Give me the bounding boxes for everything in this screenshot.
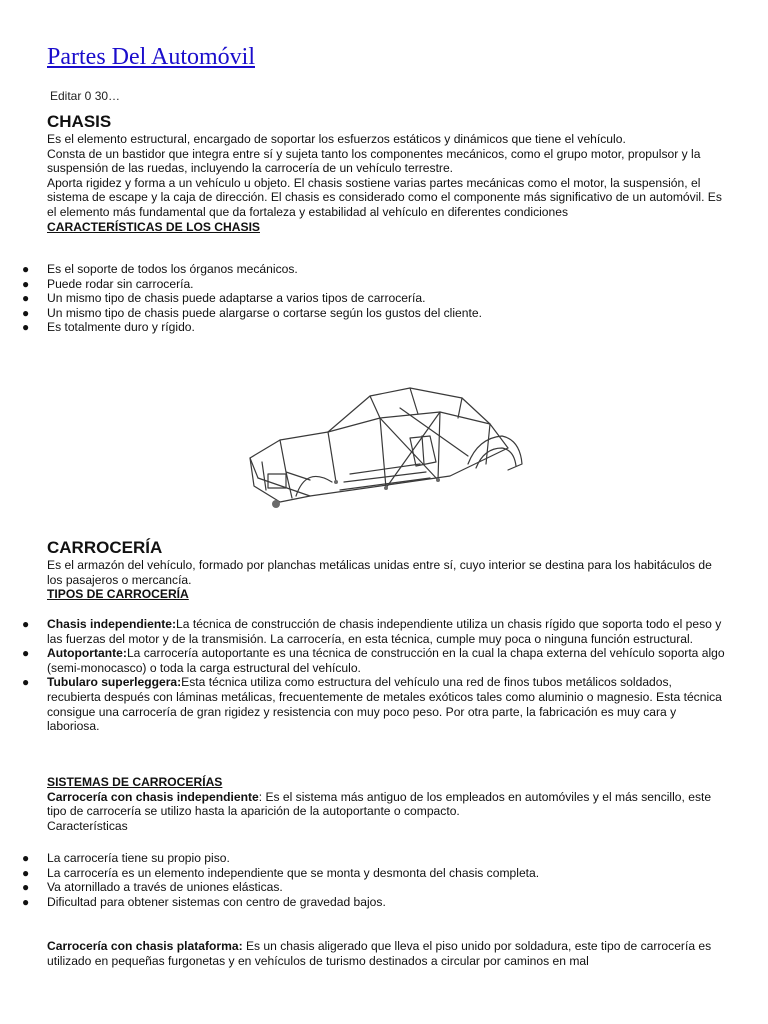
chasis-section [47, 112, 727, 234]
list-item: ● Un mismo tipo de chasis puede adaptarse a varios tipos de carrocería. [22, 291, 426, 306]
carroceria-types-list [22, 617, 727, 734]
bullet-icon: ● [22, 617, 30, 631]
chasis-features-heading: CARACTERÍSTICAS DE LOS CHASIS [47, 219, 260, 234]
carroceria-paragraph: Es el armazón del vehículo, formado por planchas metálicas unidas entre sí, cuyo interior se destina para los habitáculos de los pasajeros o mercancía. [47, 558, 712, 587]
bullet-icon: ● [22, 894, 30, 909]
list-item: ● Es totalmente duro y rígido. [22, 320, 195, 335]
chasis-paragraph-2: Consta de un bastidor que integra entre sí y sujeta tanto los componentes mecánicos, como el grupo motor, propulsor y la suspensión de las ruedas, incluyendo la carrocería de un vehículo terrestre. [47, 146, 701, 176]
chasis-paragraph-3: Aporta rigidez y forma a un vehículo u objeto. El chasis sostiene varias partes mecánicas como el motor, la suspensión, el sistema de escape y la caja de dirección. El chasis es considerado como el componente más significativo de un automóvil. Es el elemento más fundamental que da fortaleza y estabilidad al vehículo en diferentes condiciones [47, 175, 722, 219]
sistemas-heading: SISTEMAS DE CARROCERÍAS [47, 775, 223, 789]
list-item: ● Es el soporte de todos los órganos mecánicos. [22, 262, 298, 276]
carroceria-section [47, 538, 727, 602]
carroceria-heading: CARROCERÍA [47, 538, 163, 557]
list-item: ● Puede rodar sin carrocería. [22, 276, 194, 291]
chasis-features-list [22, 262, 727, 335]
bullet-icon: ● [22, 880, 30, 895]
list-item: ● La carrocería tiene su propio piso. [22, 851, 230, 865]
bullet-icon: ● [22, 276, 30, 291]
document-title-link[interactable]: Partes Del Automóvil [47, 44, 255, 70]
sistemas-paragraph-1: Carrocería con chasis independiente: Es el sistema más antiguo de los empleados en automóviles y el más sencillo, este tipo de carrocería se utilizo hasta la aparición de la autoportante o compacto. [47, 789, 712, 819]
list-item: ● Chasis independiente:La técnica de construcción de chasis independiente utiliza un chasis rígido que soporta todo el peso y las fuerzas del motor y de la transmisión. La carrocería, en esta técnica, cumple muy poca o ninguna función estructural. [22, 617, 722, 646]
carroceria-types-heading: TIPOS DE CARROCERÍA [47, 587, 189, 602]
chasis-paragraph-1: Es el elemento estructural, encargado de soportar los esfuerzos estáticos y dinámicos que tiene el vehículo. [47, 132, 626, 146]
bullet-icon: ● [22, 305, 30, 320]
bullet-icon: ● [22, 262, 30, 276]
sistemas-features-list [22, 851, 727, 909]
sistemas-section [47, 775, 727, 833]
chasis-heading: CHASIS [47, 112, 112, 131]
list-item: ● Tubularo superleggera:Esta técnica utiliza como estructura del vehículo una red de finos tubos metálicos soldados, recubierta después con láminas metálicas, frecuentemente de metales exóticos tales como aluminio o magnesio. Esta técnica consigue una carrocería de gran rigidez y resistencia con muy poco peso. Por otra parte, la fabricación es muy cara y laboriosa. [22, 675, 722, 734]
sistemas-features-label: Características [47, 818, 128, 833]
plataforma-section [47, 939, 727, 968]
list-item: ● Va atornillado a través de uniones elásticas. [22, 880, 283, 895]
list-item: ● Un mismo tipo de chasis puede alargarse o cortarse según los gustos del cliente. [22, 305, 482, 320]
plataforma-paragraph: Carrocería con chasis plataforma: Es un chasis aligerado que lleva el piso unido por soldadura, este tipo de carrocería es utilizado en pequeñas furgonetas y en vehículos de turismo destinados a circular por caminos en mal [47, 939, 712, 968]
bullet-icon: ● [22, 851, 30, 865]
car-chassis-illustration [240, 378, 530, 528]
bullet-icon: ● [22, 646, 30, 661]
list-item: ● Dificultad para obtener sistemas con centro de gravedad bajos. [22, 894, 386, 909]
bullet-icon: ● [22, 675, 30, 690]
list-item: ● La carrocería es un elemento independiente que se monta y desmonta del chasis completa. [22, 865, 540, 880]
bullet-icon: ● [22, 291, 30, 306]
bullet-icon: ● [22, 320, 30, 335]
edit-info[interactable]: Editar 0 30… [50, 89, 121, 103]
bullet-icon: ● [22, 865, 30, 880]
list-item: ● Autoportante:La carrocería autoportante es una técnica de construcción en la cual la chapa externa del vehículo soporta algo (semi-monocasco) o toda la carga estructural del vehículo. [22, 646, 725, 675]
